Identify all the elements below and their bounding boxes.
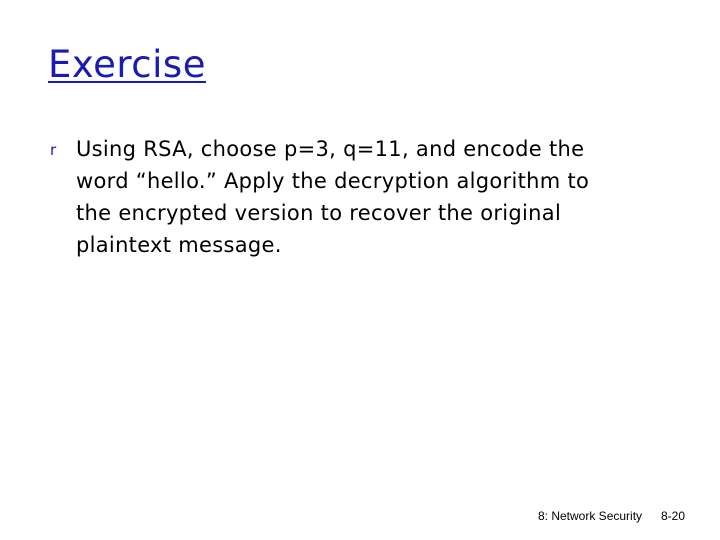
bullet-marker-icon: r [50, 141, 57, 159]
bullet-item [48, 133, 628, 261]
footer-page-number: 8-20 [661, 509, 686, 523]
footer-section-label: 8: Network Security [538, 509, 643, 523]
slide-title: Exercise [48, 43, 206, 86]
bullet-text: Using RSA, choose p=3, q=11, and encode the word “hello.” Apply the decryption algorithm to the encrypted version to recover the original plaintext message. [76, 137, 590, 257]
bullet-list [48, 133, 628, 261]
